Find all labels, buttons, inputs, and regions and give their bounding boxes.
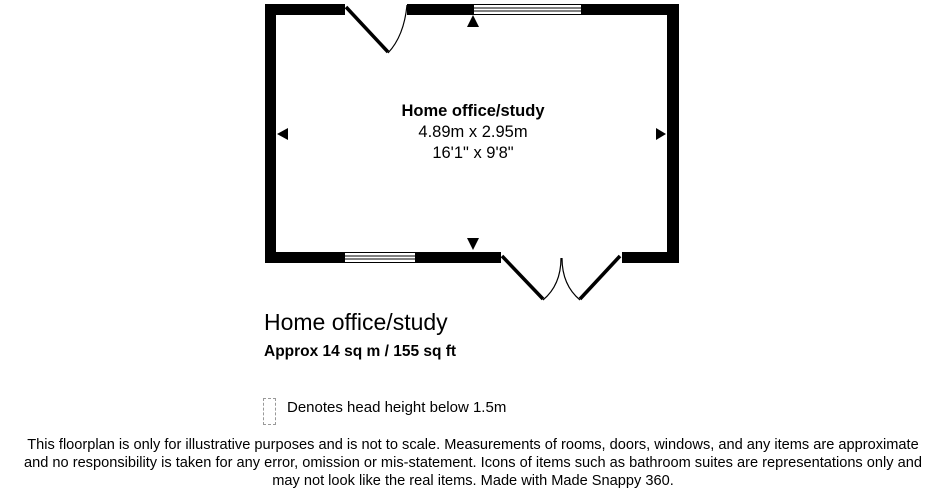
arrow-up-icon	[467, 15, 479, 27]
wall-bottom-1	[265, 252, 344, 263]
arrow-down-icon	[467, 238, 479, 250]
wall-top-1	[265, 4, 345, 15]
head-height-legend-icon	[263, 398, 276, 425]
wall-left	[265, 4, 276, 263]
area-title: Home office/study	[264, 309, 448, 335]
wall-right	[667, 4, 679, 263]
window-bottom	[344, 253, 416, 263]
arrow-left-icon	[277, 128, 288, 140]
disclaimer-line: and no responsibility is taken for any error, omission or mis-statement. Icons of items such as bathroom suites are representations only and	[24, 455, 922, 471]
room-dimensions-metric: 4.89m x 2.95m	[418, 123, 528, 141]
wall-top-2	[407, 4, 473, 15]
disclaimer	[0, 436, 946, 490]
arrow-right-icon	[656, 128, 666, 140]
legend-text: Denotes head height below 1.5m	[287, 399, 507, 416]
disclaimer-line: This floorplan is only for illustrative purposes and is not to scale. Measurements of rooms, doors, windows, and any items are approximate	[27, 437, 919, 453]
window-top	[473, 5, 582, 15]
disclaimer-line: may not look like the real items. Made with Made Snappy 360.	[272, 473, 674, 489]
double-door-bottom	[502, 256, 620, 300]
wall-top-3	[582, 4, 679, 15]
wall-bottom-2	[416, 252, 501, 263]
room-dimensions-imperial: 16'1" x 9'8"	[432, 144, 514, 162]
door-top	[346, 5, 407, 53]
wall-bottom-3	[622, 252, 679, 263]
room-name: Home office/study	[401, 102, 545, 120]
area-size: Approx 14 sq m / 155 sq ft	[264, 343, 457, 360]
